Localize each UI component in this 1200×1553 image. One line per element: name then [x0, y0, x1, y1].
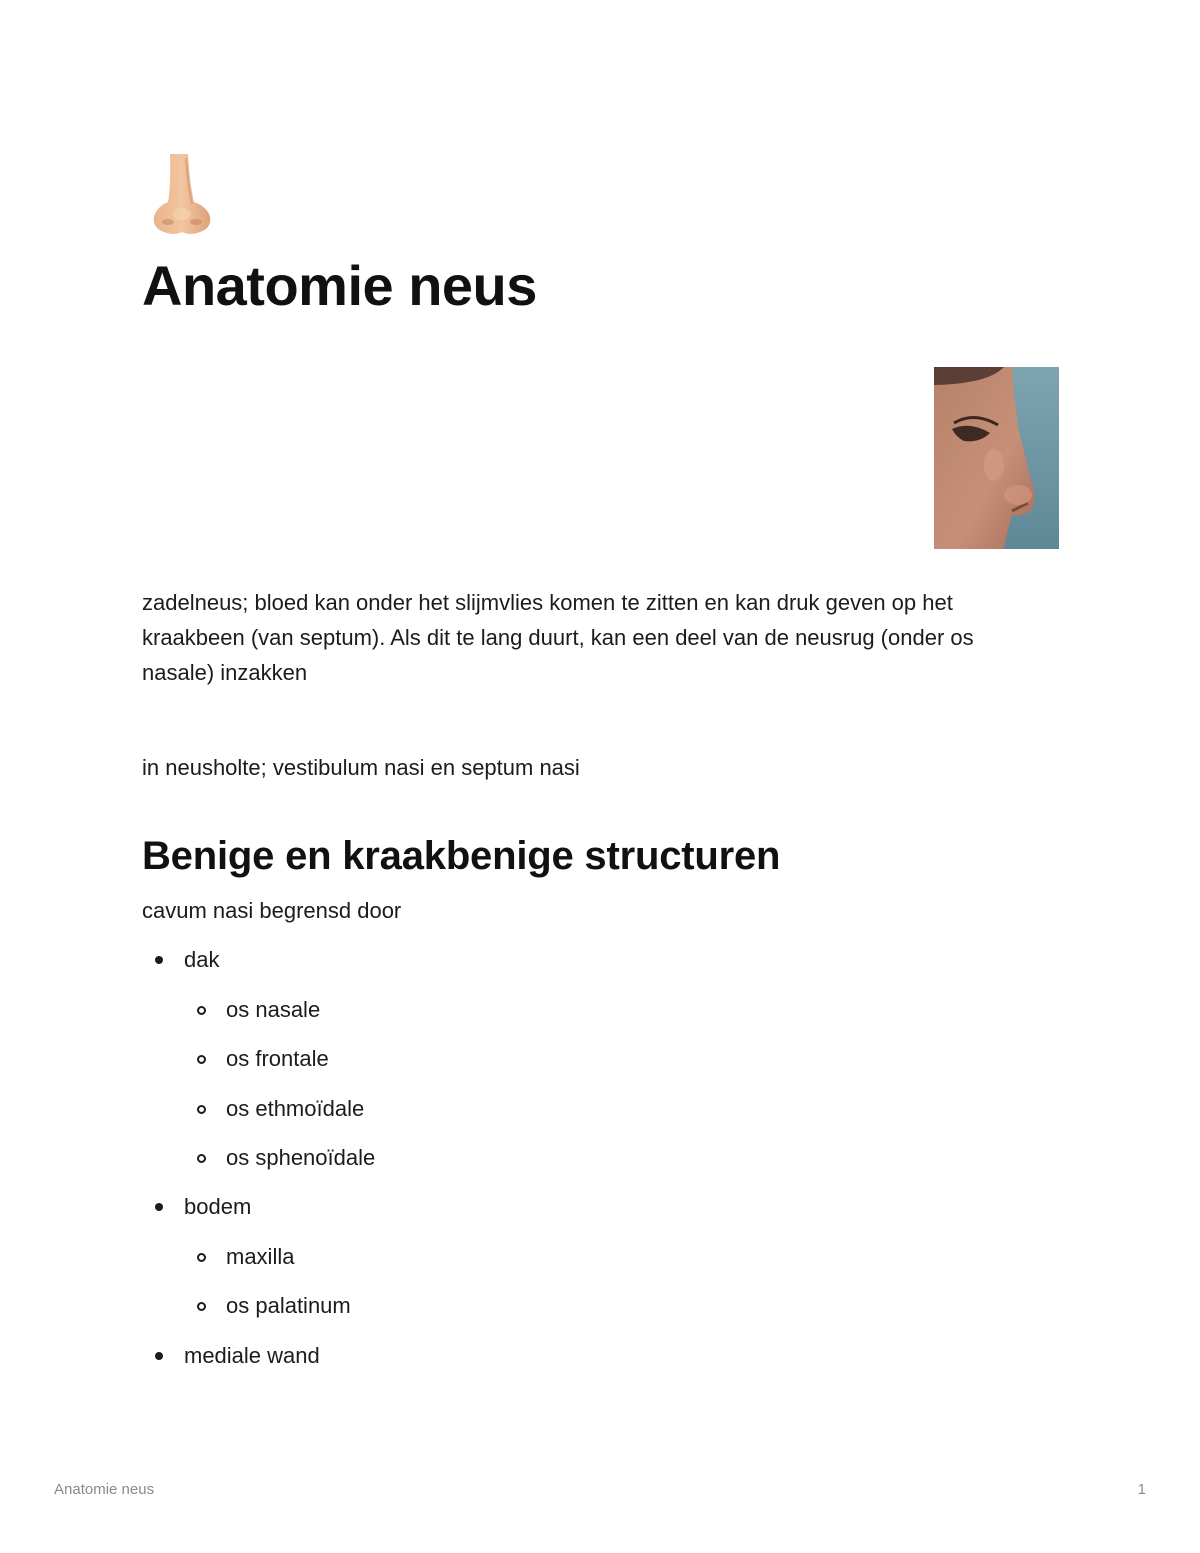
- bullet-dot-icon: [155, 956, 163, 964]
- paragraph-neusholte: in neusholte; vestibulum nasi en septum nasi: [142, 755, 580, 780]
- bullet-dot-icon: [155, 1203, 163, 1211]
- page-number: 1: [1137, 1481, 1146, 1498]
- list-subitem-label: os nasale: [226, 997, 321, 1022]
- list-subitem: [226, 1094, 364, 1124]
- list-subitem: [226, 1143, 375, 1173]
- bullet-circle-icon: [197, 1105, 206, 1114]
- bullet-circle-icon: [197, 1302, 206, 1311]
- list-item-label: bodem: [184, 1194, 252, 1219]
- bullet-circle-icon: [197, 1055, 206, 1064]
- footer-title: Anatomie neus: [54, 1481, 155, 1498]
- nose-emoji-icon: [146, 152, 218, 236]
- list-subitem: [226, 1291, 351, 1321]
- list-subitem-label: os sphenoïdale: [226, 1145, 376, 1170]
- bullet-circle-icon: [197, 1154, 206, 1163]
- bullet-circle-icon: [197, 1006, 206, 1015]
- bullet-dot-icon: [155, 1352, 163, 1360]
- list-subitem: [226, 1044, 329, 1074]
- list-item-label: mediale wand: [184, 1343, 320, 1368]
- page-title: Anatomie neus: [142, 254, 537, 317]
- list-subitem-label: os frontale: [226, 1046, 329, 1071]
- list-subitem: [226, 1242, 294, 1272]
- paragraph-zadelneus: zadelneus; bloed kan onder het slijmvlies komen te zitten en kan druk geven op het kraakbeen (van septum). Als dit te lang duurt, kan een deel van de neusrug (onder os nasale) inzakken: [142, 590, 974, 685]
- section-heading: Benige en kraakbenige structuren: [142, 834, 781, 878]
- list-item: [184, 1192, 251, 1222]
- nose-profile-photo: [934, 367, 1059, 549]
- list-subitem-label: os palatinum: [226, 1293, 351, 1318]
- list-item-label: dak: [184, 947, 220, 972]
- list-item: [184, 1341, 320, 1371]
- list-subitem: [226, 995, 320, 1025]
- bullet-circle-icon: [197, 1253, 206, 1262]
- list-subitem-label: maxilla: [226, 1244, 295, 1269]
- section-intro: cavum nasi begrensd door: [142, 898, 402, 923]
- list-subitem-label: os ethmoïdale: [226, 1096, 365, 1121]
- list-item: [184, 945, 219, 975]
